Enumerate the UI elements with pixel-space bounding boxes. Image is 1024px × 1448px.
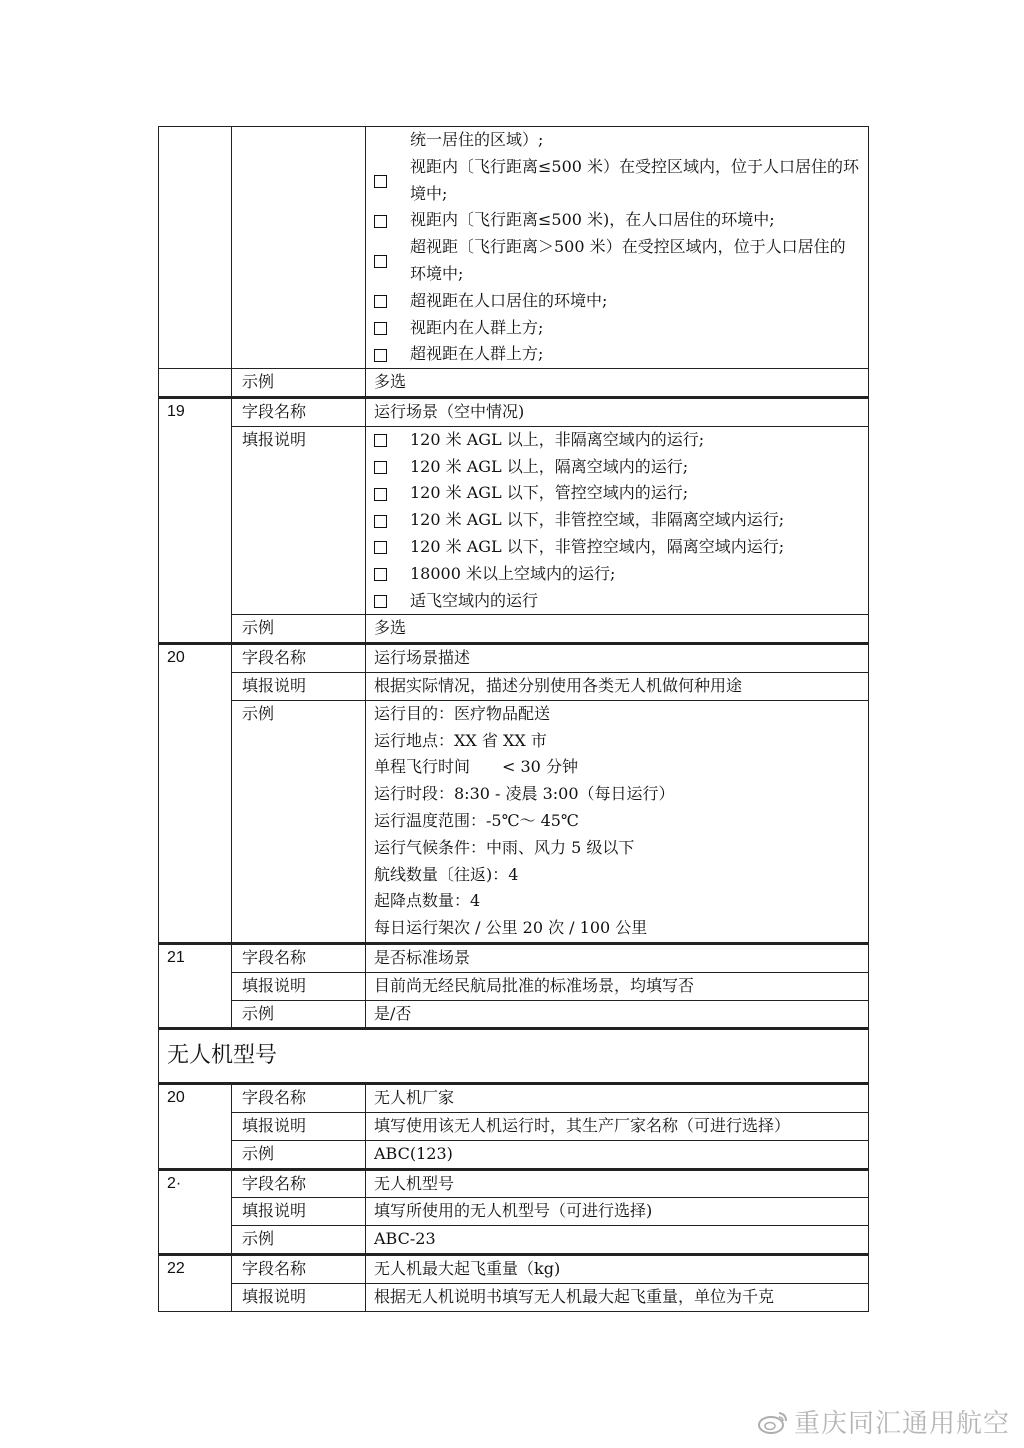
checkbox-icon[interactable]: [374, 568, 387, 581]
checkbox-option[interactable]: 视距内〔飞行距离≤500 米）在受控区域内，位于人口居住的环境中;: [374, 154, 860, 208]
example-line: 起降点数量：4: [374, 891, 481, 911]
table-row: [159, 672, 869, 700]
example-label: 示例: [232, 1140, 366, 1169]
table-row: [159, 972, 869, 1000]
instruction-label: 填报说明: [232, 672, 366, 700]
table-row: [159, 1198, 869, 1226]
field-name-value: 无人机型号: [366, 1169, 869, 1198]
example-value: [366, 700, 869, 943]
table-row: [159, 1000, 869, 1029]
instruction-value: 填写所使用的无人机型号（可进行选择): [366, 1198, 869, 1226]
example-line: 运行气候条件：中雨、风力 5 级以下: [374, 837, 635, 857]
table-row: [159, 1226, 869, 1255]
field-name-value: 运行场景描述: [366, 644, 869, 673]
watermark-text: 重庆同汇通用航空: [793, 1409, 1010, 1439]
table-row: [159, 127, 869, 369]
row-label: [232, 127, 366, 369]
checkbox-option[interactable]: 120 米 AGL 以上，隔离空域内的运行;: [374, 454, 860, 481]
table-row: [159, 1084, 869, 1113]
row-number: 22: [159, 1255, 232, 1312]
field-name-value: 运行场景（空中情况): [366, 397, 869, 426]
table-row: [159, 369, 869, 398]
instruction-value: 目前尚无经民航局批准的标准场景，均填写否: [366, 972, 869, 1000]
options-cell: [366, 426, 869, 615]
field-spec-table: [158, 126, 869, 1312]
row-number: 2·: [159, 1169, 232, 1254]
example-label: 示例: [232, 1000, 366, 1029]
field-name-label: 字段名称: [232, 644, 366, 673]
table-row: [159, 644, 869, 673]
option-continuation: 统一居住的区域）;: [410, 130, 544, 149]
example-value: ABC-23: [366, 1226, 869, 1255]
checkbox-icon[interactable]: [374, 175, 387, 188]
table-row: [159, 1283, 869, 1311]
checkbox-icon[interactable]: [374, 461, 387, 474]
table-row: [159, 1169, 869, 1198]
row-number: [159, 127, 232, 369]
field-name-label: 字段名称: [232, 1084, 366, 1113]
example-line: 运行温度范围：-5℃～ 45℃: [374, 810, 579, 830]
instruction-label: 填报说明: [232, 426, 366, 615]
example-value: 是/否: [366, 1000, 869, 1029]
table-row: [159, 1255, 869, 1284]
example-line: 航线数量〔往返)：4: [374, 864, 519, 884]
checkbox-option[interactable]: 超视距在人口居住的环境中;: [374, 288, 860, 315]
checkbox-icon[interactable]: [374, 255, 387, 268]
example-line: 每日运行架次 / 公里 20 次 / 100 公里: [374, 918, 648, 938]
checkbox-option[interactable]: 超视距在人群上方;: [374, 341, 860, 368]
weibo-icon: [758, 1410, 788, 1434]
field-name-label: 字段名称: [232, 1169, 366, 1198]
instruction-label: 填报说明: [232, 1198, 366, 1226]
checkbox-option[interactable]: 视距内〔飞行距离≤500 米)，在人口居住的环境中;: [374, 207, 860, 234]
instruction-value: 填写使用该无人机运行时，其生产厂家名称（可进行选择）: [366, 1113, 869, 1141]
example-value: ABC(123): [366, 1140, 869, 1169]
table-row: [159, 700, 869, 943]
checkbox-icon[interactable]: [374, 295, 387, 308]
table-row: [159, 943, 869, 972]
checkbox-option[interactable]: 120 米 AGL 以上，非隔离空域内的运行;: [374, 427, 860, 454]
example-value: 多选: [366, 369, 869, 398]
checkbox-icon[interactable]: [374, 215, 387, 228]
checkbox-option[interactable]: 适飞空域内的运行: [374, 588, 860, 615]
example-label: 示例: [232, 1226, 366, 1255]
field-name-value: 是否标准场景: [366, 943, 869, 972]
checkbox-option[interactable]: 超视距〔飞行距离＞500 米）在受控区域内，位于人口居住的环境中;: [374, 234, 860, 288]
checkbox-option[interactable]: 120 米 AGL 以下，非管控空域，非隔离空域内运行;: [374, 507, 860, 534]
instruction-label: 填报说明: [232, 1283, 366, 1311]
checkbox-icon[interactable]: [374, 541, 387, 554]
checkbox-option[interactable]: 视距内在人群上方;: [374, 315, 860, 342]
options-cell: [366, 127, 869, 369]
checkbox-option[interactable]: 120 米 AGL 以下，管控空域内的运行;: [374, 480, 860, 507]
instruction-label: 填报说明: [232, 1113, 366, 1141]
table-row: [159, 397, 869, 426]
table-row: [159, 426, 869, 615]
row-number: 19: [159, 397, 232, 643]
checkbox-icon[interactable]: [374, 515, 387, 528]
example-line: 运行时段：8:30 - 凌晨 3:00（每日运行）: [374, 784, 675, 804]
example-line: 运行目的：医疗物品配送: [374, 703, 551, 723]
checkbox-icon[interactable]: [374, 349, 387, 362]
checkbox-icon[interactable]: [374, 322, 387, 335]
table-row: [159, 1113, 869, 1141]
row-number: 20: [159, 644, 232, 944]
field-name-label: 字段名称: [232, 943, 366, 972]
example-value: 多选: [366, 615, 869, 644]
checkbox-option[interactable]: 120 米 AGL 以下，非管控空域内，隔离空域内运行;: [374, 534, 860, 561]
instruction-value: 根据无人机说明书填写无人机最大起飞重量，单位为千克: [366, 1283, 869, 1311]
row-number: 20: [159, 1084, 232, 1169]
form-document: [158, 126, 869, 1312]
checkbox-icon[interactable]: [374, 488, 387, 501]
example-label: 示例: [232, 369, 366, 398]
watermark: [758, 1403, 1010, 1440]
table-row: [159, 1140, 869, 1169]
checkbox-option[interactable]: 18000 米以上空域内的运行;: [374, 561, 860, 588]
instruction-value: 根据实际情况，描述分别使用各类无人机做何种用途: [366, 672, 869, 700]
field-name-value: 无人机最大起飞重量（kg): [366, 1255, 869, 1284]
example-label: 示例: [232, 700, 366, 943]
field-name-label: 字段名称: [232, 397, 366, 426]
instruction-label: 填报说明: [232, 972, 366, 1000]
field-name-label: 字段名称: [232, 1255, 366, 1284]
example-line: 运行地点：XX 省 XX 市: [374, 730, 547, 750]
example-label: 示例: [232, 615, 366, 644]
checkbox-icon[interactable]: [374, 595, 387, 608]
checkbox-icon[interactable]: [374, 434, 387, 447]
section-row: [159, 1029, 869, 1084]
field-name-value: 无人机厂家: [366, 1084, 869, 1113]
row-number: 21: [159, 943, 232, 1028]
example-line: 单程飞行时间 < 30 分钟: [374, 757, 578, 777]
table-row: [159, 615, 869, 644]
section-title: 无人机型号: [159, 1029, 869, 1084]
